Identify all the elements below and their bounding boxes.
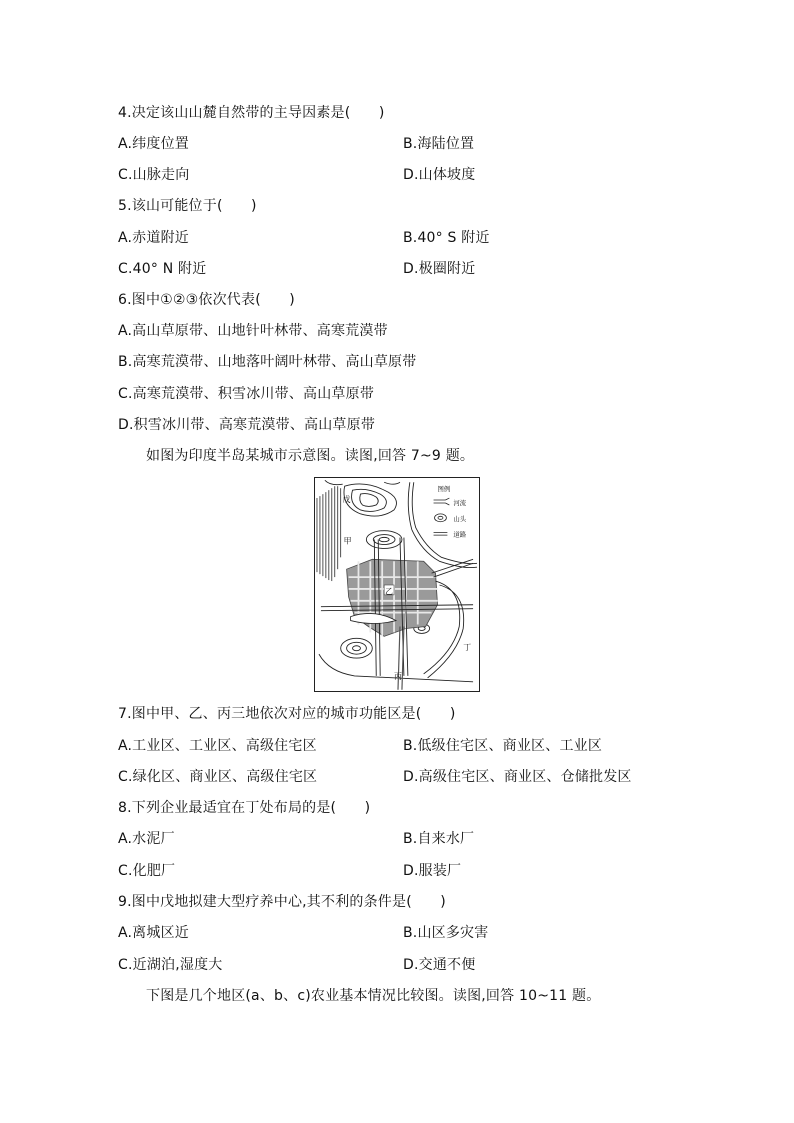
urban-area <box>347 559 438 636</box>
question-9-stem: 9.图中戊地拟建大型疗养中心,其不利的条件是( ) <box>118 894 446 910</box>
label-jia: 甲 <box>343 536 352 546</box>
question-7-option-d: D.高级住宅区、商业区、仓储批发区 <box>403 769 632 785</box>
question-6-option-b: B.高寒荒漠带、山地落叶阔叶林带、高山草原带 <box>118 354 417 370</box>
east-hill <box>366 531 402 549</box>
question-4-stem: 4.决定该山山麓自然带的主导因素是( ) <box>118 105 385 121</box>
legend-river: 河流 <box>453 498 467 507</box>
question-9-option-c: C.近湖泊,湿度大 <box>118 957 223 973</box>
north-hills <box>325 480 400 516</box>
question-7-option-a: A.工业区、工业区、高级住宅区 <box>118 738 317 754</box>
question-8-option-a: A.水泥厂 <box>118 831 175 847</box>
question-6-option-a: A.高山草原带、山地针叶林带、高寒荒漠带 <box>118 323 388 339</box>
intro-agriculture-chart: 下图是几个地区(a、b、c)农业基本情况比较图。读图,回答 10~11 题。 <box>146 988 601 1004</box>
question-6-option-c: C.高寒荒漠带、积雪冰川带、高山草原带 <box>118 386 375 402</box>
map-legend <box>434 484 467 538</box>
city-map-figure <box>314 477 480 692</box>
city-map-svg <box>315 478 479 691</box>
legend-hill: 山头 <box>453 514 467 523</box>
question-7-stem: 7.图中甲、乙、丙三地依次对应的城市功能区是( ) <box>118 706 456 722</box>
question-4-option-a: A.纬度位置 <box>118 136 189 152</box>
question-5-option-d: D.极圈附近 <box>403 261 476 277</box>
question-6-stem: 6.图中①②③依次代表( ) <box>118 292 295 308</box>
question-8-option-b: B.自来水厂 <box>403 831 475 847</box>
east-river <box>408 482 477 567</box>
question-5-option-a: A.赤道附近 <box>118 230 189 246</box>
legend-road: 道路 <box>453 530 467 539</box>
question-5-option-b: B.40° S 附近 <box>403 230 490 246</box>
question-9-option-d: D.交通不便 <box>403 957 476 973</box>
question-5-option-c: C.40° N 附近 <box>118 261 207 277</box>
question-7-option-b: B.低级住宅区、商业区、工业区 <box>403 738 603 754</box>
question-7-option-c: C.绿化区、商业区、高级住宅区 <box>118 769 318 785</box>
west-river-hatch <box>317 486 341 581</box>
question-4-option-b: B.海陆位置 <box>403 136 475 152</box>
question-9-option-b: B.山区多灾害 <box>403 925 489 941</box>
question-4-option-c: C.山脉走向 <box>118 167 190 183</box>
label-yi: 乙 <box>385 586 394 596</box>
legend-title: 图例 <box>437 485 451 494</box>
label-bing: 丙 <box>394 671 402 681</box>
question-9-option-a: A.离城区近 <box>118 925 189 941</box>
question-5-stem: 5.该山可能位于( ) <box>118 198 257 214</box>
label-ding: 丁 <box>463 643 472 653</box>
question-8-option-c: C.化肥厂 <box>118 863 176 879</box>
question-6-option-d: D.积雪冰川带、高寒荒漠带、高山草原带 <box>118 417 376 433</box>
question-8-option-d: D.服装厂 <box>403 863 462 879</box>
main-roads <box>319 538 473 682</box>
question-8-stem: 8.下列企业最适宜在丁处布局的是( ) <box>118 800 371 816</box>
intro-city-map: 如图为印度半岛某城市示意图。读图,回答 7~9 题。 <box>146 448 475 464</box>
question-4-option-d: D.山体坡度 <box>403 167 476 183</box>
south-hill <box>341 638 373 658</box>
label-wu: 戊 <box>342 495 351 505</box>
